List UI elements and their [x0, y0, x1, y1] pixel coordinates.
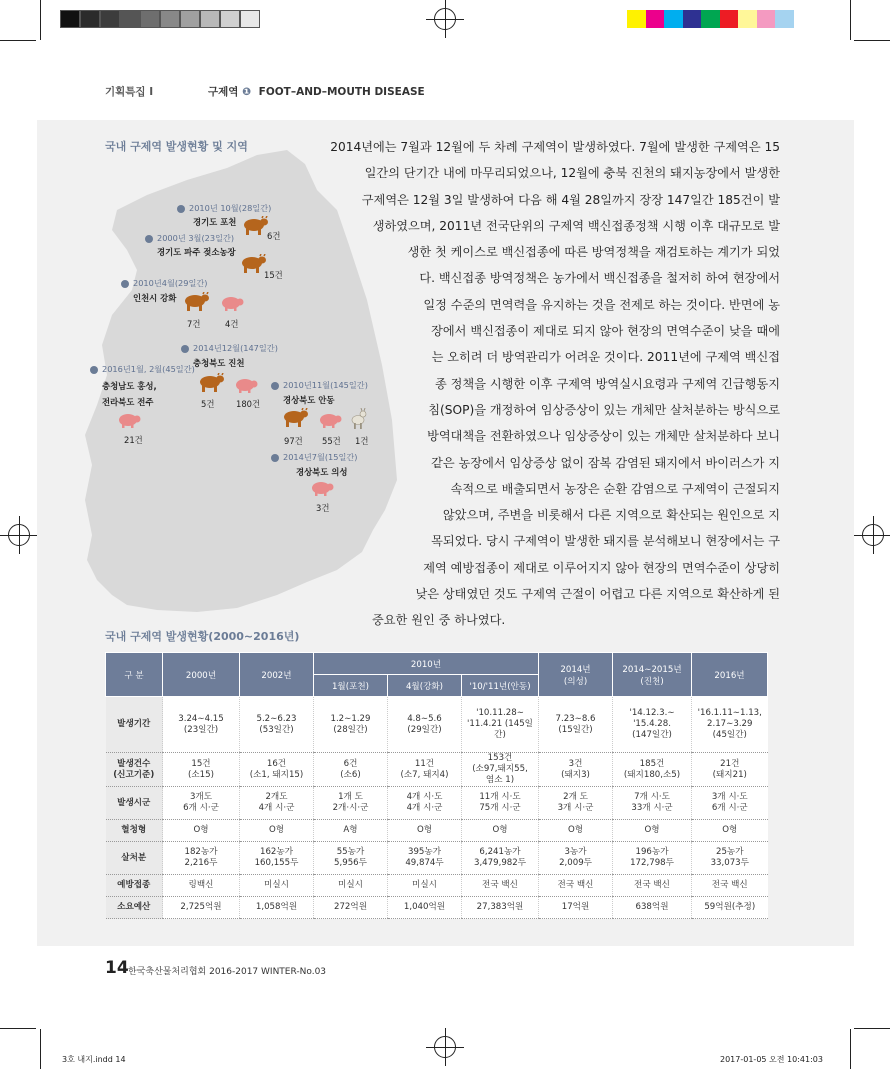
map-count: 97건 [284, 436, 303, 446]
cow-icon [198, 373, 224, 393]
header-2000: 2000년 [163, 653, 240, 697]
table-cell: O형 [692, 820, 768, 842]
time-slug: 2017-01-05 오전 10:41:03 [720, 1055, 823, 1064]
table-cell: 196농가 172,798두 [613, 842, 692, 875]
map-place: 충청북도 진천 [193, 358, 245, 368]
header-gubun: 구 분 [106, 653, 163, 697]
table-cell: 미실시 [240, 875, 314, 897]
crop-mark [850, 0, 851, 40]
table-cell: '10.11.28∼ '11.4.21 (145일간) [462, 697, 539, 753]
map-place: 인천시 강화 [133, 293, 177, 303]
body-line: 장에서 백신접종이 제대로 되지 않아 현장의 면역수준이 낮을 때에 [431, 324, 780, 339]
header-2014: 2014년 (의성) [539, 653, 613, 697]
outbreak-table [105, 652, 768, 919]
body-line: 않았으며, 주변을 비롯해서 다른 지역으로 확산되는 원인으로 지 [442, 508, 780, 523]
table-cell: 59억원(추정) [692, 897, 768, 919]
table-cell: 182농가 2,216두 [163, 842, 240, 875]
map-date: 2014년7월(15일간) [283, 452, 358, 462]
table-cell: 미실시 [388, 875, 462, 897]
table-cell: 638억원 [613, 897, 692, 919]
gray-swatch [80, 10, 100, 28]
row-label: 발생기간 [106, 697, 163, 753]
crop-mark [0, 40, 36, 41]
cow-icon [242, 216, 268, 236]
table-cell: 2개도 4개 시·군 [240, 787, 314, 820]
map-place: 경기도 파주 젖소농장 [157, 247, 236, 257]
map-date: 2000년 3월(23일간) [157, 233, 235, 243]
map-date: 2016년1월, 2월(45일간) [102, 364, 195, 374]
table-cell: 3.24∼4.15 (23일간) [163, 697, 240, 753]
table-cell: 4.8∼5.6 (29일간) [388, 697, 462, 753]
gray-swatch [100, 10, 120, 28]
table-cell: 4개 시·도 4개 시·군 [388, 787, 462, 820]
section-label: 기획특집 Ⅰ [105, 86, 154, 98]
map-count: 6건 [267, 231, 281, 241]
table-cell: 15건 (소15) [163, 753, 240, 787]
table-cell: '16.1.11∼1.13, 2.17∼3.29 (45일간) [692, 697, 768, 753]
table-row [106, 787, 768, 820]
table-cell: 전국 백신 [692, 875, 768, 897]
gray-swatch [160, 10, 180, 28]
gray-swatch [180, 10, 200, 28]
table-cell: 1개 도 2개·시·군 [314, 787, 388, 820]
map-count: 5건 [201, 399, 215, 409]
body-line: 생한 첫 케이스로 백신접종에 따른 방역정책을 재검토하는 계기가 되었 [407, 245, 780, 260]
table-row [106, 875, 768, 897]
body-line: 제역 예방접종이 제대로 이루어지지 않아 현장의 면역수준이 상당히 [423, 560, 780, 575]
row-label: 소요예산 [106, 897, 163, 919]
header-2010-jan: 1월(포천) [314, 675, 388, 697]
map-place: 경상북도 안동 [283, 395, 335, 405]
table-cell: 6,241농가 3,479,982두 [462, 842, 539, 875]
map-marker [90, 366, 98, 374]
table-cell: O형 [462, 820, 539, 842]
map-count: 4건 [225, 319, 239, 329]
pig-icon [220, 295, 244, 311]
color-swatch [738, 10, 757, 28]
table-cell: 1,040억원 [388, 897, 462, 919]
table-cell: 11건 (소7, 돼지4) [388, 753, 462, 787]
table-cell: 전국 백신 [539, 875, 613, 897]
crop-mark [850, 1029, 851, 1069]
map-date: 2010년4월(29일간) [133, 278, 208, 288]
map-marker [177, 205, 185, 213]
registration-mark-icon [434, 1036, 456, 1058]
table-cell: '14.12.3.∼ '15.4.28. (147일간) [613, 697, 692, 753]
table-cell: 링백신 [163, 875, 240, 897]
table-cell: 7.23∼8.6 (15일간) [539, 697, 613, 753]
map-date: 2010년11월(145일간) [283, 380, 368, 390]
table-cell: 11개 시·도 75개 시·군 [462, 787, 539, 820]
body-line: 속적으로 배출되면서 농장은 순환 감염으로 구제역이 근절되지 [450, 481, 780, 496]
body-line: 같은 농장에서 임상증상 없이 잠복 감염된 돼지에서 바이러스가 지 [431, 455, 780, 470]
color-swatch [775, 10, 794, 28]
table-cell: 6건 (소6) [314, 753, 388, 787]
pig-icon [234, 377, 258, 393]
table-cell: O형 [388, 820, 462, 842]
color-swatch [627, 10, 646, 28]
gray-swatch [240, 10, 260, 28]
map-place: 경기도 포천 [193, 217, 237, 227]
row-label: 발생건수 (신고기준) [106, 753, 163, 787]
table-row [106, 820, 768, 842]
crop-mark [40, 0, 41, 40]
map-count: 55건 [322, 436, 341, 446]
table-row [106, 897, 768, 919]
table-cell: 25농가 33,073두 [692, 842, 768, 875]
map-date: 2010년 10월(28일간) [189, 203, 272, 213]
registration-mark-icon [8, 524, 30, 546]
map-marker [181, 345, 189, 353]
crop-mark [854, 40, 890, 41]
registration-mark-icon [434, 8, 456, 30]
map-count: 21건 [124, 435, 143, 445]
body-line: 중요한 원인 중 하나였다. [372, 613, 506, 628]
table-row [106, 842, 768, 875]
map-count: 180건 [236, 399, 261, 409]
color-swatch [701, 10, 720, 28]
table-cell: 2,725억원 [163, 897, 240, 919]
map-marker [121, 280, 129, 288]
table-cell: 185건 (돼지180,소5) [613, 753, 692, 787]
table-cell: 미실시 [314, 875, 388, 897]
pig-icon [117, 412, 141, 428]
gray-swatch [60, 10, 80, 28]
table-cell: 17억원 [539, 897, 613, 919]
topic-number: ❶ [242, 86, 251, 98]
body-line: 2014년에는 7월과 12월에 두 차례 구제역이 발생하였다. 7월에 발생한 구제역은 15 [330, 140, 780, 154]
color-swatch [720, 10, 739, 28]
table-cell: 전국 백신 [462, 875, 539, 897]
table-cell: 27,383억원 [462, 897, 539, 919]
cow-icon [183, 292, 209, 312]
table-cell: 153건 (소97,돼지55, 염소 1) [462, 753, 539, 787]
table-cell: 55농가 5,956두 [314, 842, 388, 875]
table-title: 국내 구제역 발생현황(2000∼2016년) [105, 630, 300, 643]
map-place: 경상북도 의성 [296, 467, 348, 477]
running-title [208, 84, 425, 99]
map-place: 전라북도 전주 [102, 397, 154, 407]
header-2010: 2010년 [314, 653, 539, 675]
header-2014-2015: 2014∼2015년 (진천) [613, 653, 692, 697]
body-line: 일정 수준의 면역력을 유지하는 것을 전제로 하는 것이다. 반면에 농 [423, 297, 780, 312]
body-line: 침(SOP)을 개정하여 임상증상이 있는 개체만 살처분하는 방식으로 [428, 402, 780, 417]
gray-swatch [200, 10, 220, 28]
article-body [320, 134, 780, 634]
body-line: 일간의 단기간 내에 마무리되었으나, 12월에 충북 진천의 돼지농장에서 발생한 [364, 166, 780, 181]
color-swatch [664, 10, 683, 28]
header-2010-apr: 4월(강화) [388, 675, 462, 697]
table-cell: 7개 시·도 33개 시·군 [613, 787, 692, 820]
registration-mark-icon [862, 524, 884, 546]
body-line: 생하였으며, 2011년 전국단위의 구제역 백신접종정책 시행 이후 대규모로 발 [372, 218, 780, 233]
table-cell: 1,058억원 [240, 897, 314, 919]
topic-english: FOOT–AND–MOUTH DISEASE [258, 86, 425, 98]
table-cell: 3개도 6개 시·군 [163, 787, 240, 820]
color-swatch [646, 10, 665, 28]
table-cell: 3건 (돼지3) [539, 753, 613, 787]
header-2016: 2016년 [692, 653, 768, 697]
table-row [106, 753, 768, 787]
row-label: 살처분 [106, 842, 163, 875]
color-swatch [757, 10, 776, 28]
map-count: 7건 [187, 319, 201, 329]
body-line: 방역대책을 전환하였으나 임상증상이 있는 개체만 살처분하다 보니 [427, 429, 780, 444]
table-cell: 3개 시·도 6개 시·군 [692, 787, 768, 820]
table-cell: O형 [240, 820, 314, 842]
body-line: 목되었다. 당시 구제역이 발생한 돼지를 분석해보니 현장에서는 구 [431, 534, 780, 549]
row-label: 예방접종 [106, 875, 163, 897]
gray-swatch [120, 10, 140, 28]
gray-swatch [140, 10, 160, 28]
crop-mark [0, 1028, 36, 1029]
color-swatch [683, 10, 702, 28]
table-cell: O형 [163, 820, 240, 842]
header-2010-nov: '10/'11년(안동) [462, 675, 539, 697]
body-line: 종 정책을 시행한 이후 구제역 방역실시요령과 구제역 긴급행동지 [435, 376, 780, 391]
crop-mark [854, 1028, 890, 1029]
table-cell: 16건 (소1, 돼지15) [240, 753, 314, 787]
table-cell: O형 [539, 820, 613, 842]
table-row [106, 697, 768, 753]
crop-mark [40, 1029, 41, 1069]
map-marker [271, 382, 279, 390]
body-line: 낮은 상태였던 것도 구제역 근절이 어렵고 다른 지역으로 확산하게 된 [415, 587, 780, 602]
map-count: 15건 [264, 270, 283, 280]
body-line: 는 오히려 더 방역관리가 어려운 것이다. 2011년에 구제역 백신접 [431, 350, 780, 365]
map-count: 3건 [316, 503, 330, 513]
table-cell: 395농가 49,874두 [388, 842, 462, 875]
table-cell: O형 [613, 820, 692, 842]
map-date: 2014년12월(147일간) [193, 343, 278, 353]
publication-name: 한국축산물처리협회 2016-2017 WINTER-No.03 [128, 967, 327, 977]
page-number: 14 [105, 958, 129, 978]
gray-swatch [220, 10, 240, 28]
topic-korean: 구제역 [208, 86, 239, 98]
file-slug: 3호 내지.indd 14 [62, 1055, 126, 1064]
table-cell: 162농가 160,155두 [240, 842, 314, 875]
table-cell: 2개 도 3개 시·군 [539, 787, 613, 820]
table-cell: 21건 (돼지21) [692, 753, 768, 787]
map-marker [145, 235, 153, 243]
body-line: 다. 백신접종 방역정책은 농가에서 백신접종을 철저히 하여 현장에서 [419, 271, 780, 286]
table-cell: 전국 백신 [613, 875, 692, 897]
map-place: 충청남도 홍성, [102, 381, 157, 391]
table-cell: 5.2∼6.23 (53일간) [240, 697, 314, 753]
cow-icon [282, 408, 308, 428]
table-cell: 272억원 [314, 897, 388, 919]
table-cell: A형 [314, 820, 388, 842]
table-cell: 3농가 2,009두 [539, 842, 613, 875]
body-line: 구제역은 12월 3일 발생하여 다음 해 4월 28일까지 장장 147일간 185건이 발 [361, 192, 780, 207]
header-2002: 2002년 [240, 653, 314, 697]
row-label: 발생시군 [106, 787, 163, 820]
row-label: 혈청형 [106, 820, 163, 842]
cow-icon [240, 254, 266, 274]
map-marker [271, 454, 279, 462]
table-cell: 1.2∼1.29 (28일간) [314, 697, 388, 753]
map-title: 국내 구제역 발생현황 및 지역 [105, 140, 248, 153]
map-count: 1건 [355, 436, 369, 446]
